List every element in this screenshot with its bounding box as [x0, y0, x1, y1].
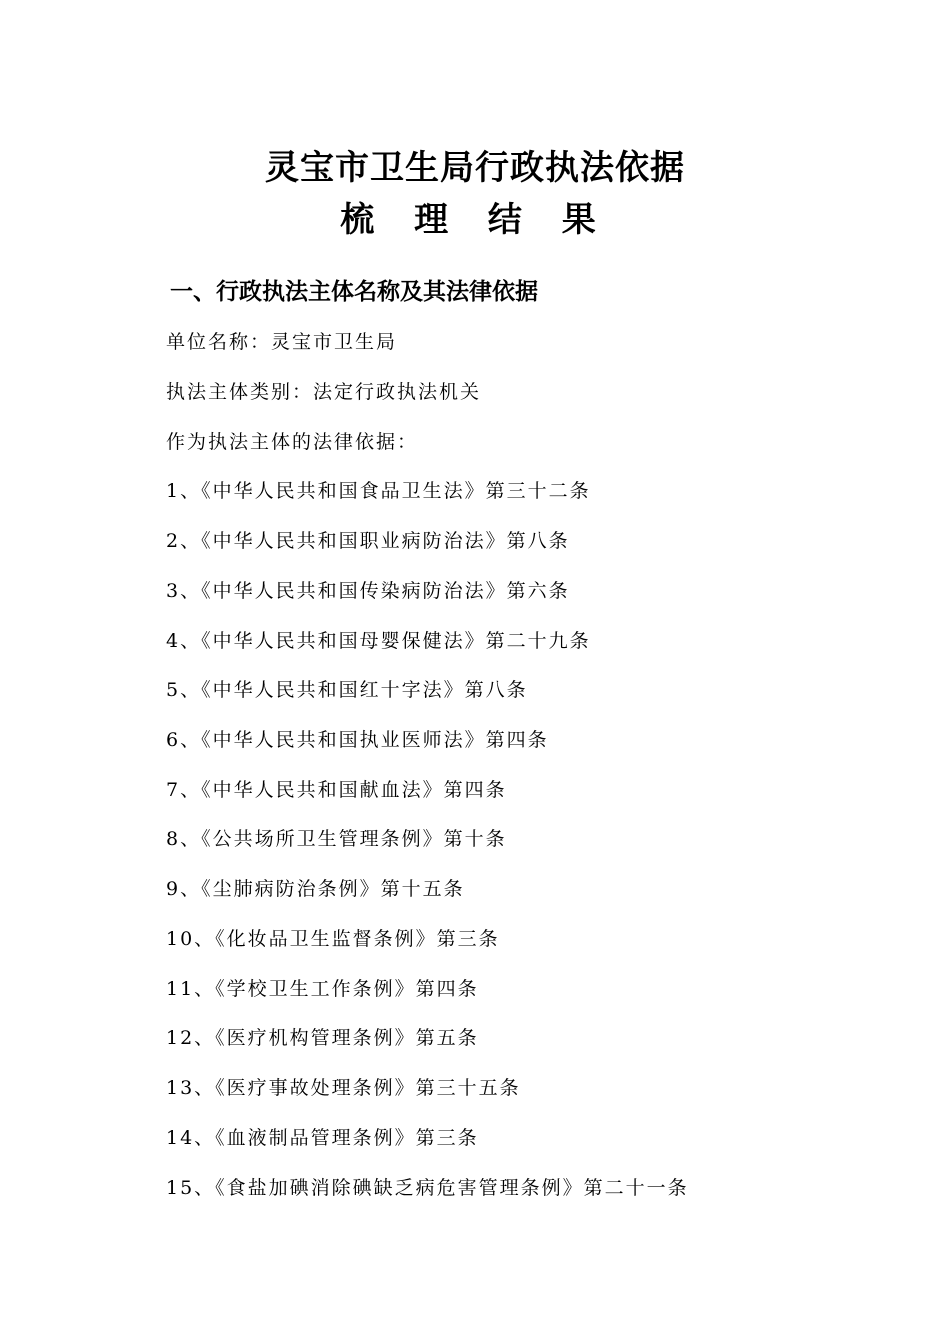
list-item: 8、《公共场所卫生管理条例》第十条 — [166, 828, 507, 850]
list-item: 10、《化妆品卫生监督条例》第三条 — [166, 928, 500, 950]
list-item: 6、《中华人民共和国执业医师法》第四条 — [166, 729, 549, 751]
list-item: 12、《医疗机构管理条例》第五条 — [166, 1027, 479, 1049]
list-item: 11、《学校卫生工作条例》第四条 — [166, 978, 479, 1000]
list-item: 14、《血液制品管理条例》第三条 — [166, 1127, 479, 1149]
document-subtitle: 梳 理 结 果 — [340, 200, 610, 240]
list-item: 9、《尘肺病防治条例》第十五条 — [166, 878, 465, 900]
list-item: 15、《食盐加碘消除碘缺乏病危害管理条例》第二十一条 — [166, 1177, 689, 1199]
unit-name-line: 单位名称：灵宝市卫生局 — [166, 331, 398, 353]
list-item: 2、《中华人民共和国职业病防治法》第八条 — [166, 530, 570, 552]
list-item: 13、《医疗事故处理条例》第三十五条 — [166, 1077, 521, 1099]
list-item: 4、《中华人民共和国母婴保健法》第二十九条 — [166, 630, 591, 652]
category-line: 执法主体类别：法定行政执法机关 — [166, 381, 482, 403]
section-heading: 一、行政执法主体名称及其法律依据 — [170, 278, 538, 305]
basis-intro-line: 作为执法主体的法律依据： — [166, 431, 419, 453]
list-item: 7、《中华人民共和国献血法》第四条 — [166, 779, 507, 801]
document-title: 灵宝市卫生局行政执法依据 — [265, 148, 685, 188]
list-item: 1、《中华人民共和国食品卫生法》第三十二条 — [166, 480, 591, 502]
list-item: 3、《中华人民共和国传染病防治法》第六条 — [166, 580, 570, 602]
list-item: 5、《中华人民共和国红十字法》第八条 — [166, 679, 528, 701]
